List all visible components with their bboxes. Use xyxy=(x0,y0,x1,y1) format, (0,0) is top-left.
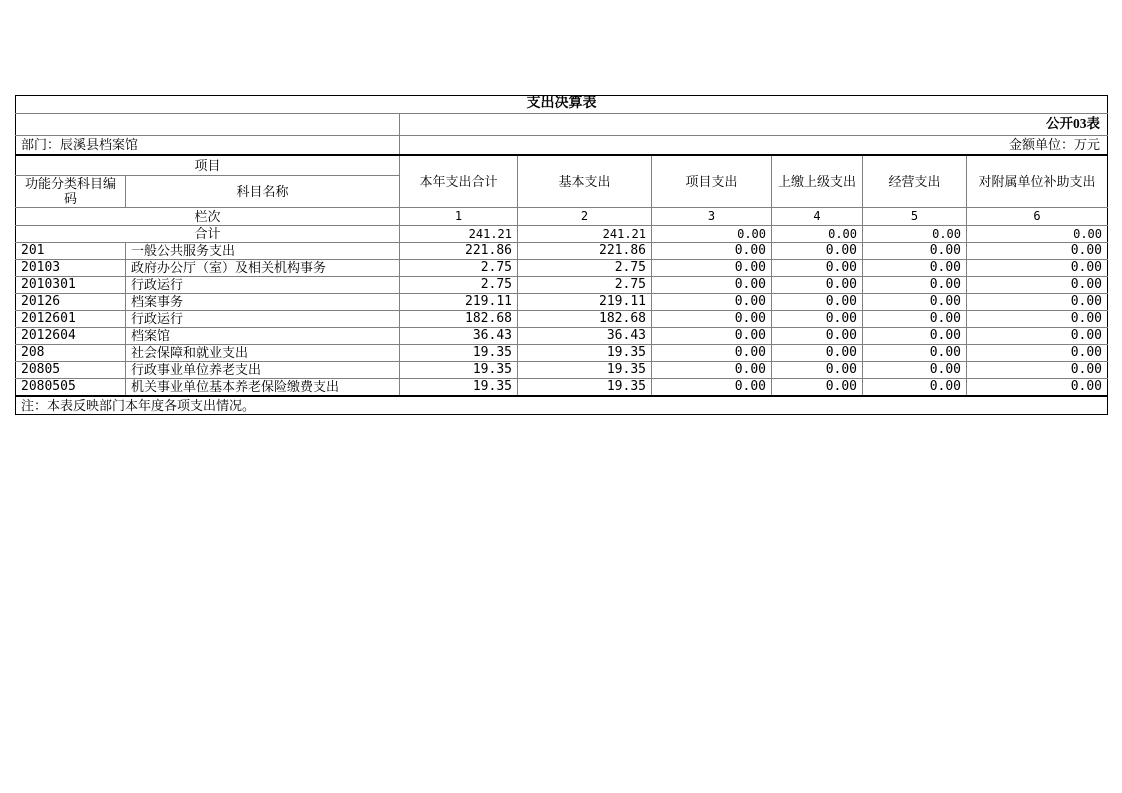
amount-cell: 0.00 xyxy=(652,242,772,259)
meta-row-public-label xyxy=(16,113,1108,135)
table-row xyxy=(16,378,1108,396)
subject-name-cell: 机关事业单位基本养老保险缴费支出 xyxy=(126,378,400,396)
col-header-subsidy-expenditure: 对附属单位补助支出 xyxy=(967,155,1108,208)
total-amount-cell: 0.00 xyxy=(772,225,863,242)
total-row-label: 合计 xyxy=(16,225,400,242)
amount-cell: 0.00 xyxy=(772,276,863,293)
table-row xyxy=(16,361,1108,378)
col-header-function-code: 功能分类科目编码 xyxy=(16,175,126,207)
col-header-project-expenditure: 项目支出 xyxy=(652,155,772,208)
table-row xyxy=(16,310,1108,327)
col-header-upturned-expenditure: 上缴上级支出 xyxy=(772,155,863,208)
col-header-subject-name: 科目名称 xyxy=(126,175,400,207)
amount-cell: 0.00 xyxy=(772,327,863,344)
amount-cell: 36.43 xyxy=(400,327,518,344)
amount-cell: 0.00 xyxy=(772,293,863,310)
amount-cell: 0.00 xyxy=(967,327,1108,344)
unit-label: 金额单位：万元 xyxy=(400,135,1108,155)
amount-cell: 0.00 xyxy=(863,259,967,276)
amount-cell: 0.00 xyxy=(967,276,1108,293)
subject-name-cell: 社会保障和就业支出 xyxy=(126,344,400,361)
department-label: 部门：辰溪县档案馆 xyxy=(16,135,400,155)
amount-cell: 19.35 xyxy=(518,344,652,361)
total-amount-cell: 0.00 xyxy=(863,225,967,242)
subject-name-cell: 政府办公厅（室）及相关机构事务 xyxy=(126,259,400,276)
amount-cell: 0.00 xyxy=(967,361,1108,378)
amount-cell: 0.00 xyxy=(863,327,967,344)
subject-name-cell: 一般公共服务支出 xyxy=(126,242,400,259)
amount-cell: 219.11 xyxy=(518,293,652,310)
amount-cell: 19.35 xyxy=(400,344,518,361)
subject-name-cell: 档案馆 xyxy=(126,327,400,344)
table-row xyxy=(16,242,1108,259)
subject-code-cell: 2012604 xyxy=(16,327,126,344)
amount-cell: 19.35 xyxy=(400,361,518,378)
project-group-header: 项目 xyxy=(16,155,400,176)
total-amount-cell: 241.21 xyxy=(518,225,652,242)
amount-cell: 36.43 xyxy=(518,327,652,344)
amount-cell: 0.00 xyxy=(772,310,863,327)
subject-code-cell: 2010301 xyxy=(16,276,126,293)
amount-cell: 221.86 xyxy=(518,242,652,259)
amount-cell: 19.35 xyxy=(518,361,652,378)
table-row xyxy=(16,276,1108,293)
total-row xyxy=(16,225,1108,242)
amount-cell: 0.00 xyxy=(967,293,1108,310)
amount-cell: 0.00 xyxy=(863,361,967,378)
column-index-label: 栏次 xyxy=(16,207,400,225)
subject-name-cell: 档案事务 xyxy=(126,293,400,310)
subject-code-cell: 20126 xyxy=(16,293,126,310)
amount-cell: 19.35 xyxy=(518,378,652,396)
public-table-label: 公开03表 xyxy=(400,113,1108,135)
amount-cell: 0.00 xyxy=(652,293,772,310)
meta-row-department xyxy=(16,135,1108,155)
column-index-1: 1 xyxy=(400,207,518,225)
amount-cell: 0.00 xyxy=(772,344,863,361)
amount-cell: 0.00 xyxy=(772,378,863,396)
meta-empty-cell xyxy=(16,113,400,135)
amount-cell: 0.00 xyxy=(772,242,863,259)
amount-cell: 0.00 xyxy=(772,259,863,276)
amount-cell: 2.75 xyxy=(518,259,652,276)
col-header-total-expenditure: 本年支出合计 xyxy=(400,155,518,208)
amount-cell: 0.00 xyxy=(652,259,772,276)
amount-cell: 0.00 xyxy=(967,344,1108,361)
subject-name-cell: 行政运行 xyxy=(126,310,400,327)
table-row xyxy=(16,293,1108,310)
title-row xyxy=(16,96,1108,114)
amount-cell: 0.00 xyxy=(652,378,772,396)
col-header-operating-expenditure: 经营支出 xyxy=(863,155,967,208)
amount-cell: 0.00 xyxy=(863,310,967,327)
table-row xyxy=(16,259,1108,276)
amount-cell: 0.00 xyxy=(652,361,772,378)
subject-code-cell: 2080505 xyxy=(16,378,126,396)
amount-cell: 0.00 xyxy=(863,276,967,293)
amount-cell: 0.00 xyxy=(772,361,863,378)
amount-cell: 2.75 xyxy=(518,276,652,293)
amount-cell: 2.75 xyxy=(400,259,518,276)
total-amount-cell: 0.00 xyxy=(652,225,772,242)
table-row xyxy=(16,327,1108,344)
subject-code-cell: 20103 xyxy=(16,259,126,276)
subject-name-cell: 行政运行 xyxy=(126,276,400,293)
column-index-row xyxy=(16,207,1108,225)
column-index-5: 5 xyxy=(863,207,967,225)
amount-cell: 0.00 xyxy=(967,259,1108,276)
amount-cell: 0.00 xyxy=(863,242,967,259)
subject-code-cell: 208 xyxy=(16,344,126,361)
amount-cell: 182.68 xyxy=(400,310,518,327)
amount-cell: 0.00 xyxy=(652,276,772,293)
amount-cell: 182.68 xyxy=(518,310,652,327)
amount-cell: 0.00 xyxy=(652,344,772,361)
amount-cell: 0.00 xyxy=(652,310,772,327)
amount-cell: 0.00 xyxy=(863,344,967,361)
total-amount-cell: 0.00 xyxy=(967,225,1108,242)
amount-cell: 0.00 xyxy=(863,293,967,310)
col-header-basic-expenditure: 基本支出 xyxy=(518,155,652,208)
total-amount-cell: 241.21 xyxy=(400,225,518,242)
amount-cell: 0.00 xyxy=(863,378,967,396)
column-index-3: 3 xyxy=(652,207,772,225)
amount-cell: 0.00 xyxy=(652,327,772,344)
amount-cell: 19.35 xyxy=(400,378,518,396)
report-title: 支出决算表 xyxy=(16,96,1108,114)
amount-cell: 219.11 xyxy=(400,293,518,310)
column-index-6: 6 xyxy=(967,207,1108,225)
amount-cell: 0.00 xyxy=(967,378,1108,396)
table-row xyxy=(16,344,1108,361)
subject-code-cell: 201 xyxy=(16,242,126,259)
amount-cell: 221.86 xyxy=(400,242,518,259)
amount-cell: 0.00 xyxy=(967,242,1108,259)
header-row-project xyxy=(16,155,1108,176)
expenditure-final-accounts-table xyxy=(15,95,1108,415)
subject-code-cell: 2012601 xyxy=(16,310,126,327)
column-index-2: 2 xyxy=(518,207,652,225)
amount-cell: 2.75 xyxy=(400,276,518,293)
subject-code-cell: 20805 xyxy=(16,361,126,378)
subject-name-cell: 行政事业单位养老支出 xyxy=(126,361,400,378)
note-row xyxy=(16,396,1108,415)
amount-cell: 0.00 xyxy=(967,310,1108,327)
column-index-4: 4 xyxy=(772,207,863,225)
table-note: 注：本表反映部门本年度各项支出情况。 xyxy=(16,396,1108,415)
